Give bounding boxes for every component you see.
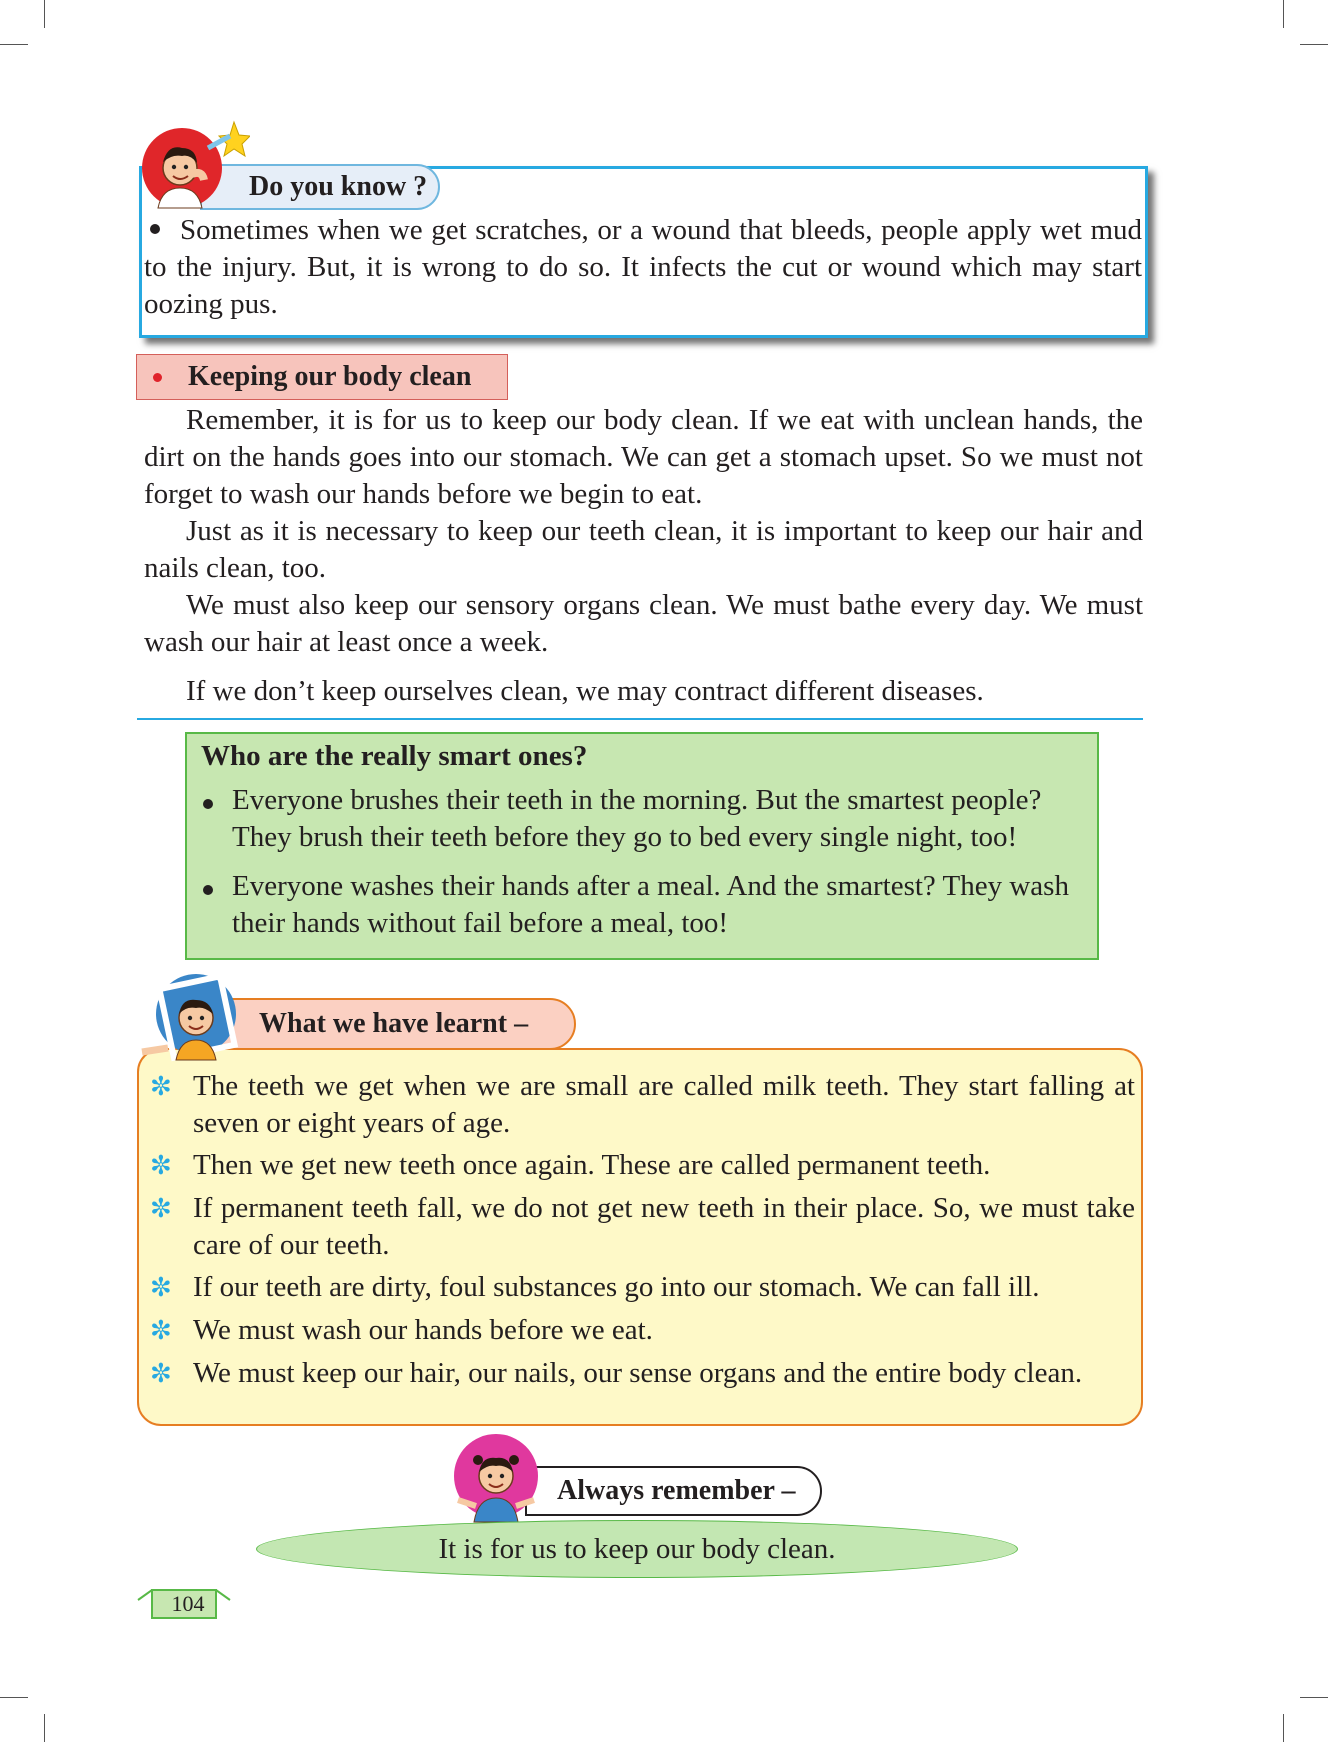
asterisk-bullet-icon: ✼ (150, 1151, 172, 1181)
list-item: ✼ The teeth we get when we are small are called milk teeth. They start falling at seven or eight years of age. (150, 1068, 1135, 1142)
do-you-know-title: Do you know ? (200, 164, 440, 210)
list-item: ✼ Then we get new teeth once again. These are called permanent teeth. (150, 1147, 1135, 1185)
red-bullet-icon (153, 373, 162, 382)
bullet-icon (203, 885, 213, 895)
smart-ones-box (185, 732, 1099, 960)
girl-avatar-icon (440, 1430, 552, 1530)
asterisk-bullet-icon: ✼ (150, 1072, 172, 1102)
asterisk-bullet-icon: ✼ (150, 1194, 172, 1224)
paragraph: Remember, it is for us to keep our body clean. If we eat with unclean hands, the dirt on the hands goes into our stomach. We can get a stomach upset. So we must not forget to wash our hands before we begin to eat. (144, 404, 1143, 510)
crop-mark (1300, 1697, 1328, 1698)
asterisk-bullet-icon: ✼ (150, 1316, 172, 1346)
boy-avatar-icon (138, 118, 250, 218)
divider (137, 718, 1143, 720)
section-heading: Keeping our body clean (136, 354, 508, 400)
learnt-list (150, 1068, 1135, 1398)
crop-mark (1300, 44, 1328, 45)
paragraph: We must also keep our sensory organs clean. We must bathe every day. We must wash our hair at least once a week. (144, 589, 1143, 658)
section-paragraphs (144, 402, 1143, 710)
list-item: ✼ We must wash our hands before we eat. (150, 1312, 1135, 1350)
asterisk-bullet-icon: ✼ (150, 1273, 172, 1303)
bullet-icon (150, 224, 160, 234)
bullet-icon (203, 799, 213, 809)
always-remember-text: It is for us to keep our body clean. (438, 1532, 836, 1565)
child-with-frame-avatar-icon (138, 970, 250, 1070)
crop-mark (1283, 1714, 1284, 1742)
paragraph: Just as it is necessary to keep our teeth clean, it is important to keep our hair and nails clean, too. (144, 515, 1143, 584)
smart-ones-list (201, 782, 1081, 954)
always-remember-ellipse (256, 1520, 1018, 1578)
crop-mark (1283, 0, 1284, 28)
list-item: ✼ If our teeth are dirty, foul substances go into our stomach. We can fall ill. (150, 1269, 1135, 1307)
always-remember-title: Always remember – (525, 1466, 822, 1516)
asterisk-bullet-icon: ✼ (150, 1359, 172, 1389)
page-number: 104 (171, 1591, 205, 1616)
crop-mark (44, 1714, 45, 1742)
list-item: Everyone washes their hands after a meal. And the smartest? They wash their hands without fail before a meal, too! (201, 868, 1081, 942)
list-item: ✼ We must keep our hair, our nails, our sense organs and the entire body clean. (150, 1355, 1135, 1393)
crop-mark (0, 44, 28, 45)
crop-mark (44, 0, 45, 28)
list-item: Everyone brushes their teeth in the morning. But the smartest people? They brush their teeth before they go to bed every single night, too! (201, 782, 1081, 856)
smart-ones-title: Who are the really smart ones? (201, 740, 588, 772)
learnt-title: What we have learnt – (212, 998, 576, 1050)
do-you-know-text: Sometimes when we get scratches, or a wound that bleeds, people apply wet mud to the injury. But, it is wrong to do so. It infects the cut or wound which may start oozing pus. (144, 214, 1142, 320)
paragraph: If we don’t keep ourselves clean, we may contract different diseases. (186, 675, 984, 707)
crop-mark (0, 1697, 28, 1698)
list-item: ✼ If permanent teeth fall, we do not get new teeth in their place. So, we must take care of our teeth. (150, 1190, 1135, 1264)
